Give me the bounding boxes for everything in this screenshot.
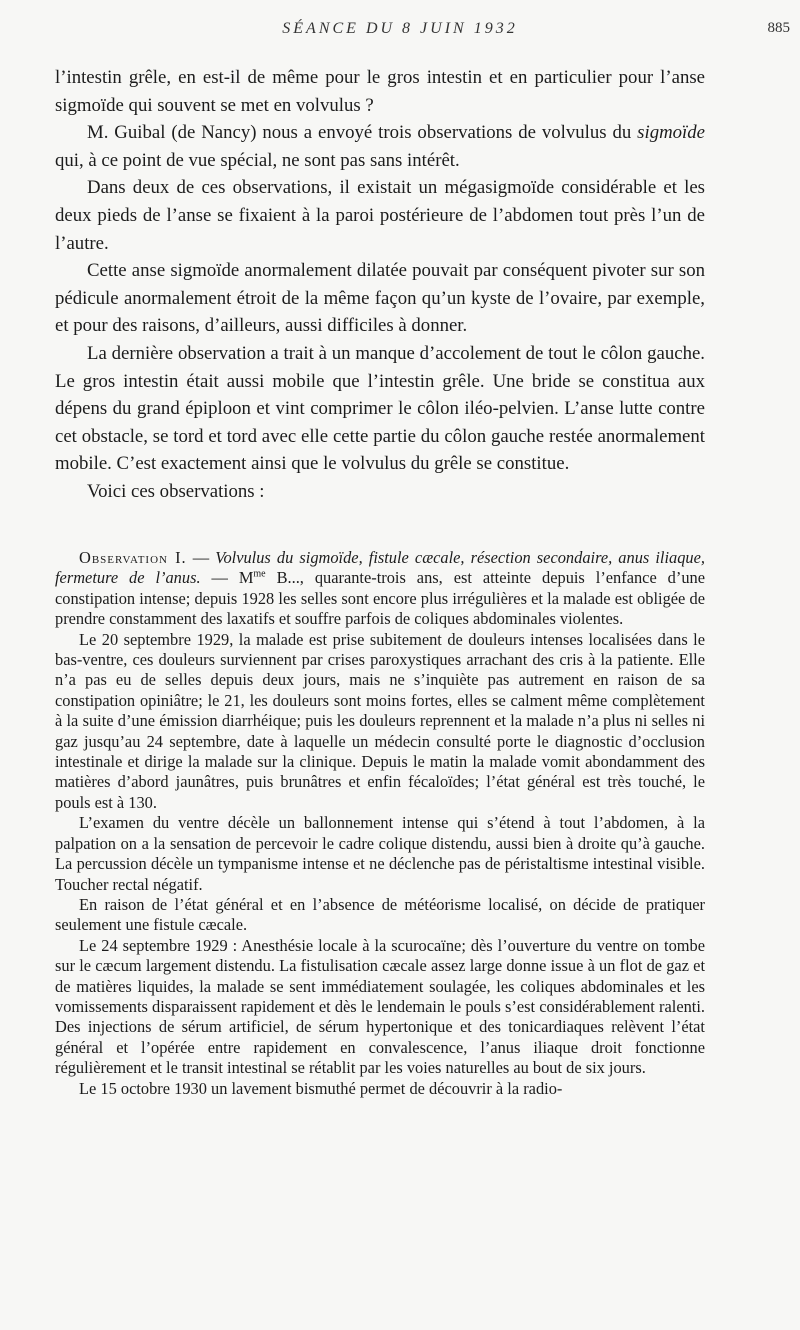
paragraph bbox=[55, 630, 705, 814]
paragraph bbox=[55, 1079, 705, 1099]
superscript-text: me bbox=[253, 568, 266, 580]
main-text bbox=[55, 64, 705, 506]
italic-text: Volvulus du sigmoïde, fistule cæcale, résection secondaire, anus iliaque, fermeture de l’anus. bbox=[55, 548, 705, 588]
observation-section bbox=[55, 548, 705, 1099]
text-segment: La dernière observation a trait à un manque d’accolement de tout le côlon gauche. Le gros intestin était aussi mobile que l’intestin grêle. Une bride se constitua aux dépens du grand épiploon et vint comprimer le côlon iléo-pelvien. L’anse lutte contre cet obstacle, se tord et tord avec elle cette partie du côlon gauche restée anormalement mobile. C’est exactement ainsi que le volvulus du grêle se constitue. bbox=[55, 342, 705, 475]
text-segment: Voici ces observations : bbox=[87, 480, 265, 502]
text-segment: En raison de l’état général et en l’absence de météorisme localisé, on décide de pratiquer seulement une fistule cæcale. bbox=[55, 894, 705, 935]
text-segment: L’examen du ventre décèle un ballonnement intense qui s’étend à tout l’abdomen, à la palpation on a la sensation de percevoir le cadre colique distendu, aussi bien à droite qu’à gauche. La percussion décèle un tympanisme intense et ne déclenche pas de péristaltisme intestinal visible. Toucher rectal négatif. bbox=[55, 813, 705, 894]
text-segment: Le 20 septembre 1929, la malade est prise subitement de douleurs intenses localisées dans le bas-ventre, ces douleurs surviennent par crises paroxystiques arrachant des cris à la patiente. Elle n’a pas eu de selles depuis deux jours, mais ne s’inquiète pas autrement en raison de sa constipation opiniâtre; le 21, les douleurs sont moins fortes, elles se calment même complètement à la suite d’une émission diarrhéique; puis les douleurs reprennent et la malade n’a plus ni selles ni gaz jusqu’au 24 septembre, date à laquelle un médecin consulté porte le diagnostic d’occlusion intestinale et dirige la malade sur la clinique. Depuis le matin la malade vomit abondamment des matières d’abord jaunâtres, puis brunâtres et enfin fécaloïdes; l’état général est très touché, le pouls est à 130. bbox=[55, 629, 705, 812]
page-number: 885 bbox=[767, 20, 790, 36]
paragraph bbox=[55, 895, 705, 936]
paragraph bbox=[55, 257, 705, 340]
text-segment: — M bbox=[200, 568, 254, 588]
observation-heading: Observation I. bbox=[79, 548, 187, 567]
paragraph bbox=[55, 174, 705, 257]
paragraph bbox=[55, 64, 705, 119]
text-segment: M. Guibal (de Nancy) nous a envoyé trois observations de volvulus du bbox=[87, 122, 638, 144]
italic-text: sigmoïde bbox=[637, 122, 705, 144]
text-segment: — bbox=[186, 548, 216, 567]
paragraph bbox=[55, 936, 705, 1079]
running-title: SÉANCE DU 8 JUIN 1932 bbox=[282, 20, 518, 37]
text-segment: B..., quarante-trois ans, est atteinte depuis l’enfance d’une constipation intense; depuis 1928 les selles sont encore plus irrégulières et la malade est obligée de prendre constamment des laxatifs et souffre parfois de coliques abdominales violentes. bbox=[55, 568, 705, 629]
paragraph bbox=[55, 548, 705, 630]
page-header bbox=[0, 20, 800, 44]
text-segment: Le 24 septembre 1929 : Anesthésie locale à la scurocaïne; dès l’ouverture du ventre on tombe sur le cæcum largement distendu. La fistulisation cæcale assez large donne issue à un flot de gaz et de matières liquides, la malade se sent immédiatement soulagée, les coliques abdominales et les vomissements disparaissent rapidement et dès le lendemain le pouls s’est considérablement ralenti. Des injections de sérum artificiel, de sérum hypertonique et des tonicardiaques relèvent l’état général et l’opérée entre rapidement en convalescence, l’anus iliaque droit fonctionne régulièrement et le transit intestinal se rétablit par les voies naturelles au bout de six jours. bbox=[55, 935, 705, 1078]
text-segment: qui, à ce point de vue spécial, ne sont pas sans intérêt. bbox=[55, 149, 460, 171]
text-segment: Le 15 octobre 1930 un lavement bismuthé permet de découvrir à la radio- bbox=[79, 1078, 563, 1098]
text-segment: Cette anse sigmoïde anormalement dilatée pouvait par conséquent pivoter sur son pédicule anormalement étroit de la même façon qu’un kyste de l’ovaire, par exemple, et pour des raisons, d’ailleurs, aussi difficiles à donner. bbox=[55, 260, 705, 337]
text-segment: l’intestin grêle, en est-il de même pour le gros intestin et en particulier pour l’anse sigmoïde qui souvent se met en volvulus ? bbox=[55, 67, 705, 116]
paragraph bbox=[55, 340, 705, 478]
paragraph bbox=[55, 119, 705, 174]
paragraph bbox=[55, 813, 705, 895]
text-segment: Dans deux de ces observations, il existait un mégasigmoïde considérable et les deux pieds de l’anse se fixaient à la paroi postérieure de l’abdomen tout près l’un de l’autre. bbox=[55, 177, 705, 254]
paragraph bbox=[55, 478, 705, 506]
